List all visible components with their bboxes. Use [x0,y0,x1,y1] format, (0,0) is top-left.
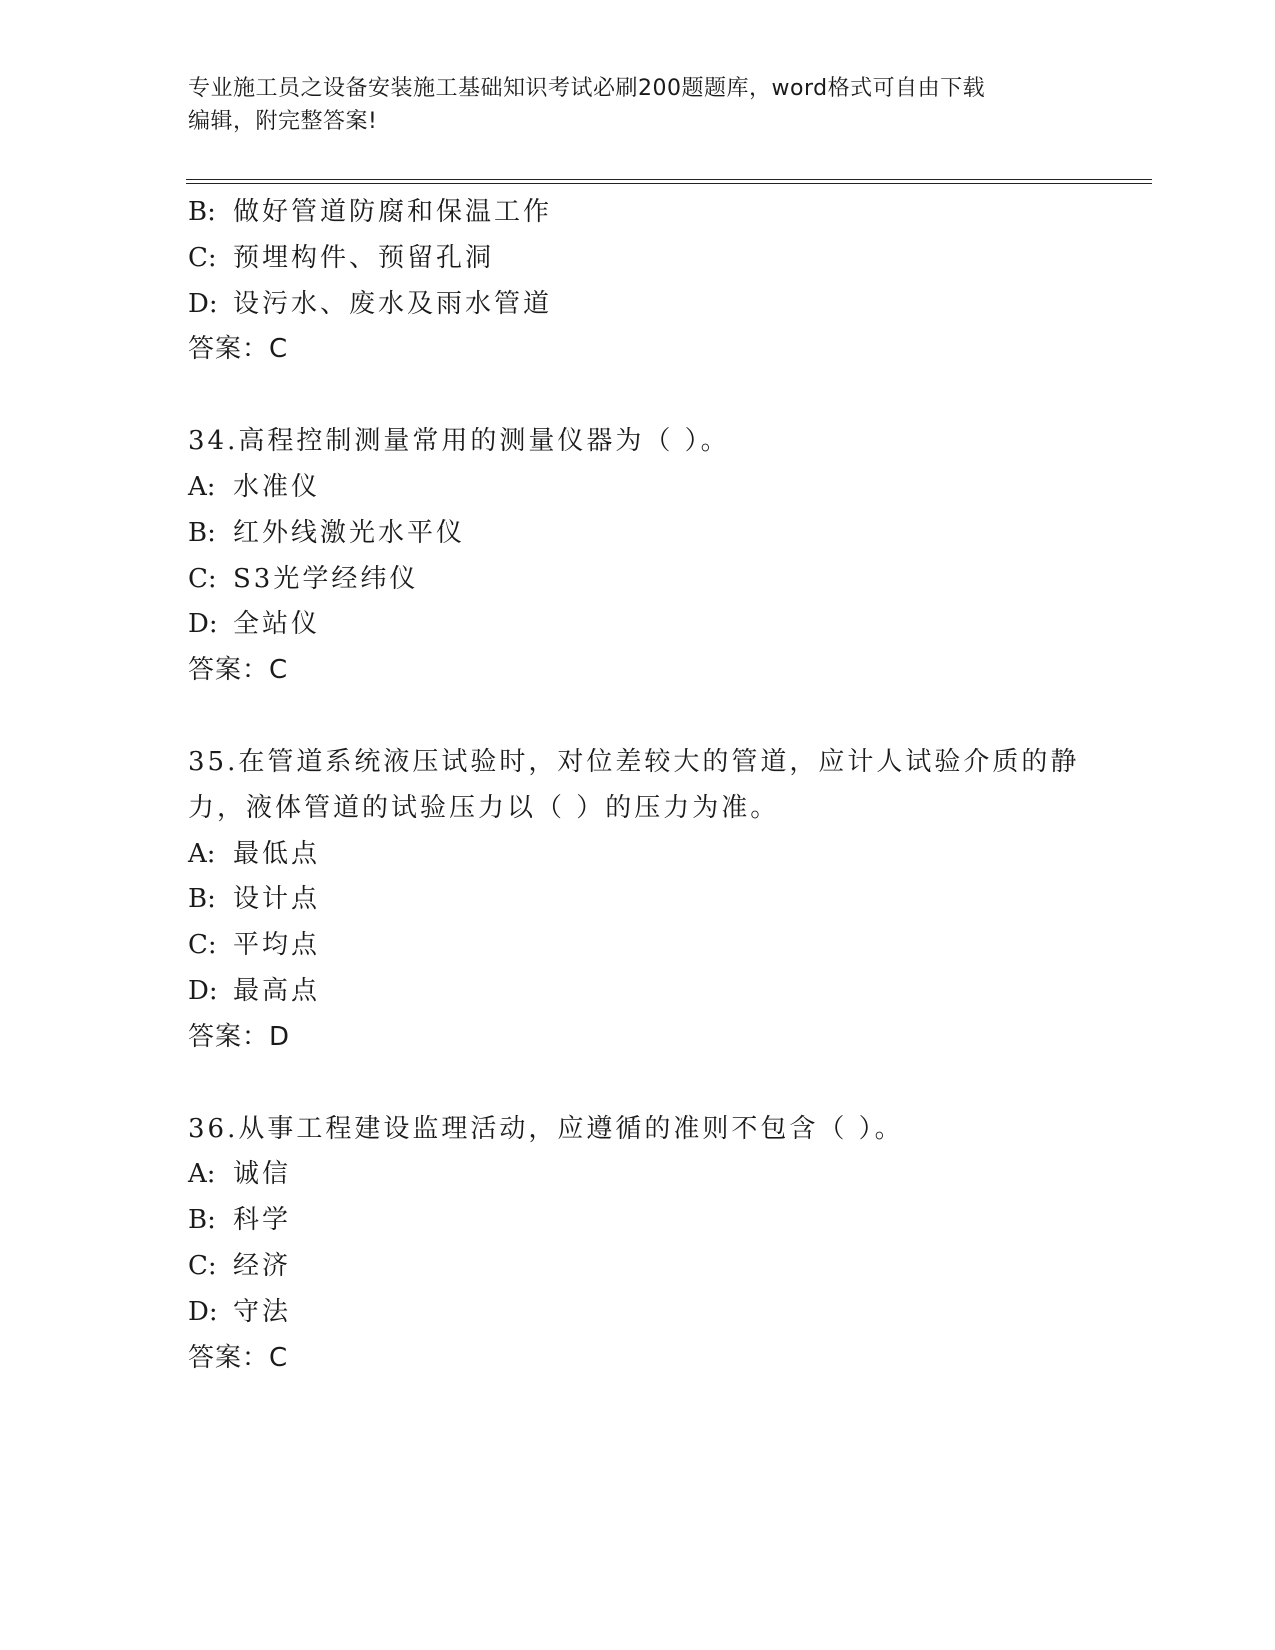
answer-line: 答案：C [188,334,289,365]
option-key: B: [188,1205,216,1236]
option-text: 守法 [233,1296,292,1327]
header-line-2: 编辑，附完整答案! [188,109,378,134]
question-block-35 [188,740,1088,1061]
option-b [188,877,1088,923]
option-key: D: [188,1296,218,1327]
option-a [188,1152,1088,1198]
spacer [188,694,1088,740]
option-text: 预埋构件、预留孔洞 [233,242,495,273]
option-text: 设污水、废水及雨水管道 [233,288,553,319]
spacer [188,373,1088,419]
spacer [188,1061,1088,1107]
option-c [188,923,1088,969]
option-text: 诚信 [233,1159,292,1190]
option-key: C: [188,1250,217,1281]
option-key: C: [188,563,217,594]
question-block-34 [188,419,1088,694]
answer-line: 答案：C [188,1342,289,1373]
option-d [188,602,1088,648]
answer-line: 答案：C [188,655,289,686]
option-key: B: [188,517,216,548]
option-key: B: [188,197,216,227]
option-key: A: [188,1159,216,1190]
option-text: 红外线激光水平仪 [233,517,466,548]
option-text: 全站仪 [233,609,321,640]
option-c [188,1244,1088,1290]
option-key: D: [188,288,218,319]
option-key: B: [188,884,216,915]
option-text: 做好管道防腐和保温工作 [233,197,553,227]
option-key: D: [188,609,218,640]
option-text: 经济 [233,1250,292,1281]
option-key: C: [188,242,217,273]
option-text: 设计点 [233,884,321,915]
option-d [188,1290,1088,1336]
option-d [188,969,1088,1015]
question-list [188,190,1088,1381]
option-text: 最高点 [233,975,321,1006]
header-divider-top [186,179,1152,180]
question-block-36 [188,1107,1088,1382]
option-d [188,282,1088,328]
question-stem-line-2: 力，液体管道的试验压力以（ ）的压力为准。 [188,792,780,823]
document-header [188,72,1068,138]
option-text: 平均点 [233,930,321,961]
option-a [188,465,1088,511]
option-b [188,511,1088,557]
option-text: S3光学经纬仪 [233,563,419,594]
option-b [188,1198,1088,1244]
option-text: 科学 [233,1205,292,1236]
option-a [188,832,1088,878]
option-key: A: [188,838,216,869]
option-text: 最低点 [233,838,321,869]
option-key: A: [188,471,216,502]
header-divider-bottom [186,183,1152,184]
question-stem: 34.高程控制测量常用的测量仪器为（ ）。 [188,426,730,457]
question-block-33 [188,190,1088,373]
question-stem: 36.从事工程建设监理活动，应遵循的准则不包含（ ）。 [188,1113,904,1144]
option-c [188,236,1088,282]
question-stem-line-1: 35.在管道系统液压试验时，对位差较大的管道，应计人试验介质的静 [188,746,1080,777]
option-b [188,190,1088,236]
option-key: D: [188,975,218,1006]
option-key: C: [188,930,217,961]
option-c [188,557,1088,603]
answer-line: 答案：D [188,1021,291,1052]
header-line-1: 专业施工员之设备安装施工基础知识考试必刷200题题库，word格式可自由下载 [188,76,986,101]
option-text: 水准仪 [233,471,321,502]
